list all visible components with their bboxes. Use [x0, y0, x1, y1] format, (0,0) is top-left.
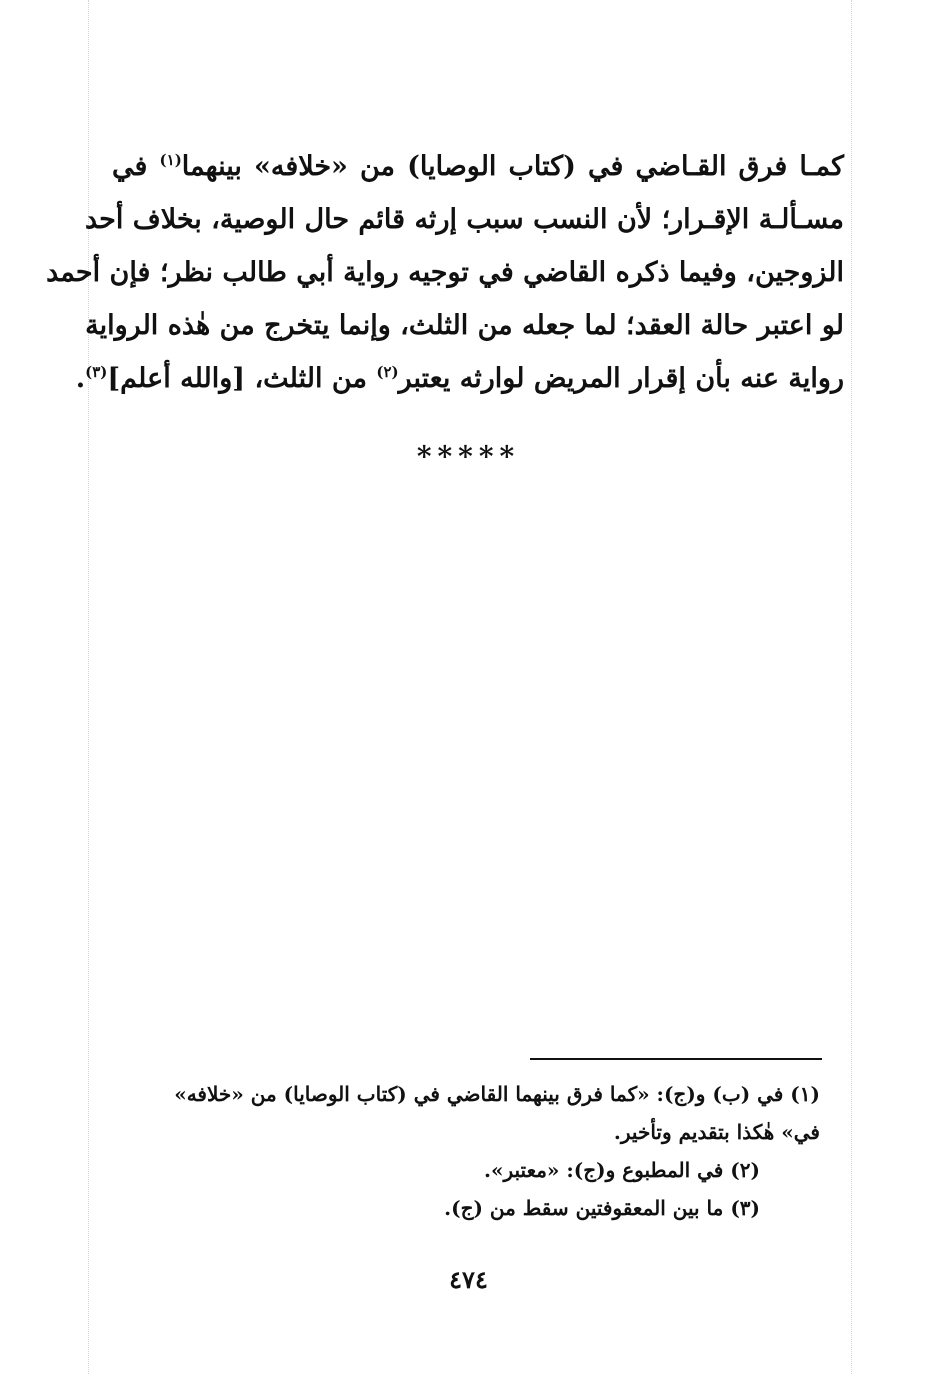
main-line-5 [75, 352, 844, 405]
main-line-1-tail: في [112, 151, 148, 182]
final-period: . [75, 363, 86, 394]
main-line-5-text-a: رواية عنه بأن إقرار المريض لوارثه يعتبر [398, 363, 844, 394]
scan-guide-line-right [851, 0, 852, 1374]
main-line-3: الزوجين، وفيما ذكره القاضي في توجيه رواية أبي طالب نظر؛ فإن أحمد [46, 257, 844, 288]
footnote-ref-3: (٣) [85, 363, 108, 381]
footnote-1-line-1: (١) في (ب) و(ج): «كما فرق بينهما القاضي في (كتاب الوصايا) من «خلافه» [174, 1082, 820, 1106]
footnote-rule [530, 1058, 822, 1060]
main-line-4: لو اعتبر حالة العقد؛ لما جعله من الثلث، وإنما يتخرج من هٰذه الرواية [85, 310, 844, 341]
main-line-1-text: كمـا فرق القـاضي في (كتاب الوصايا) من «خلافه» بينهما [181, 151, 844, 182]
section-separator: ***** [416, 440, 521, 473]
main-line-5-text-b: من الثلث، [والله أعلم] [107, 363, 367, 394]
footnote-3: (٣) ما بين المعقوفتين سقط من (ج). [444, 1196, 760, 1220]
footnotes [112, 1075, 820, 1227]
main-line-1 [112, 140, 844, 193]
footnote-ref-2: (٢) [376, 363, 399, 381]
footnote-2: (٢) في المطبوع و(ج): «معتبر». [484, 1158, 760, 1182]
main-line-2: مسـألـة الإقـرار؛ لأن النسب سبب إرثه قائم حال الوصية، بخلاف أحد [84, 204, 844, 235]
footnote-ref-1: (١) [159, 151, 182, 169]
footnote-1-line-2: في» هٰكذا بتقديم وتأخير. [613, 1120, 820, 1144]
page-number: ٤٧٤ [449, 1265, 488, 1294]
main-paragraph [46, 140, 844, 405]
